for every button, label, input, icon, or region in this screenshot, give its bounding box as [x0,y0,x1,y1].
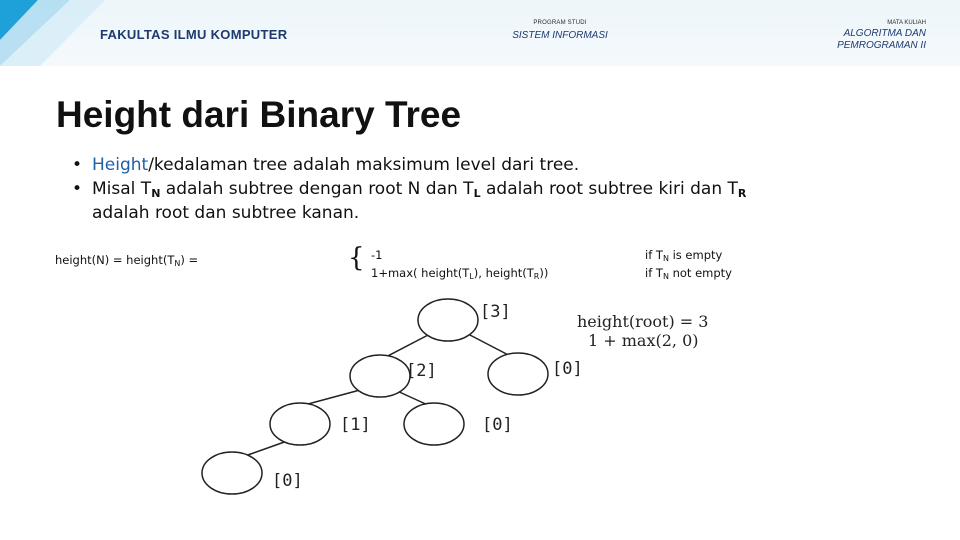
tree-node-root [418,299,478,341]
case-empty: -1 [371,248,383,262]
tree-node [404,403,464,445]
bullet-text: adalah subtree dengan root N dan T [160,179,474,199]
formula-text: 1+max( height(T [371,266,470,280]
formula-text: ), height(T [473,266,534,280]
faculty-name: FAKULTAS ILMU KOMPUTER [100,27,288,42]
tree-node [350,355,410,397]
subscript: N [174,259,181,268]
binary-tree-diagram [190,290,750,540]
bullet-item [70,153,870,177]
tree-node [270,403,330,445]
keyword-height: Height [92,155,149,175]
subscript: R [737,187,747,200]
node-height-label: [3] [480,302,511,322]
subscript: L [473,187,481,200]
bullet-text: /kedalaman tree adalah maksimum level dari tree. [148,155,580,175]
height-equation-line2: 1 + max(2, 0) [588,331,699,350]
bullet-list [70,153,870,225]
case-nonempty [371,264,548,282]
bullet-item [70,177,870,225]
tree-edge [308,390,360,404]
program-label: PROGRAM STUDI [533,20,587,26]
bullet-icon: • [72,155,83,175]
formula-lhs [55,253,198,267]
subscript: L [469,272,474,281]
formula-text: if T [645,248,663,262]
node-height-label: [0] [482,415,513,435]
bullet-text: adalah root dan subtree kanan. [92,203,360,223]
node-height-label: [0] [272,471,303,491]
subscript: N [662,272,669,281]
course-name [806,28,926,52]
node-height-label: [0] [552,359,583,379]
node-height-label: [2] [406,361,437,381]
bullet-icon: • [72,179,83,199]
formula-text: height(N) = height(T [55,253,175,267]
course-name-line2: PEMROGRAMAN II [837,40,926,51]
formula-text: not empty [668,266,732,280]
program-name: SISTEM INFORMASI [512,30,608,41]
formula-text: )) [539,266,549,280]
node-height-label: [1] [340,415,371,435]
height-equation-line1: height(root) = 3 [577,312,709,331]
subscript: R [533,272,540,281]
tree-node [202,452,262,494]
subscript: N [151,187,161,200]
course-label: MATA KULIAH [887,20,926,26]
slide-title: Height dari Binary Tree [56,94,462,135]
formula-text: ) = [180,253,199,267]
brace-icon: { [348,243,365,273]
bullet-text: Misal T [92,179,152,199]
formula-conditions [645,246,732,282]
subscript: N [662,254,669,263]
formula-cases [371,246,548,282]
tree-edge [245,440,290,456]
condition-empty [645,246,732,264]
formula-text: if T [645,266,663,280]
tree-node [488,353,548,395]
formula-text: is empty [668,248,723,262]
bullet-text: adalah root subtree kiri dan T [480,179,738,199]
condition-not-empty [645,264,732,282]
corner-decoration [0,0,110,66]
header-band [0,0,960,66]
course-name-line1: ALGORITMA DAN [843,28,926,39]
